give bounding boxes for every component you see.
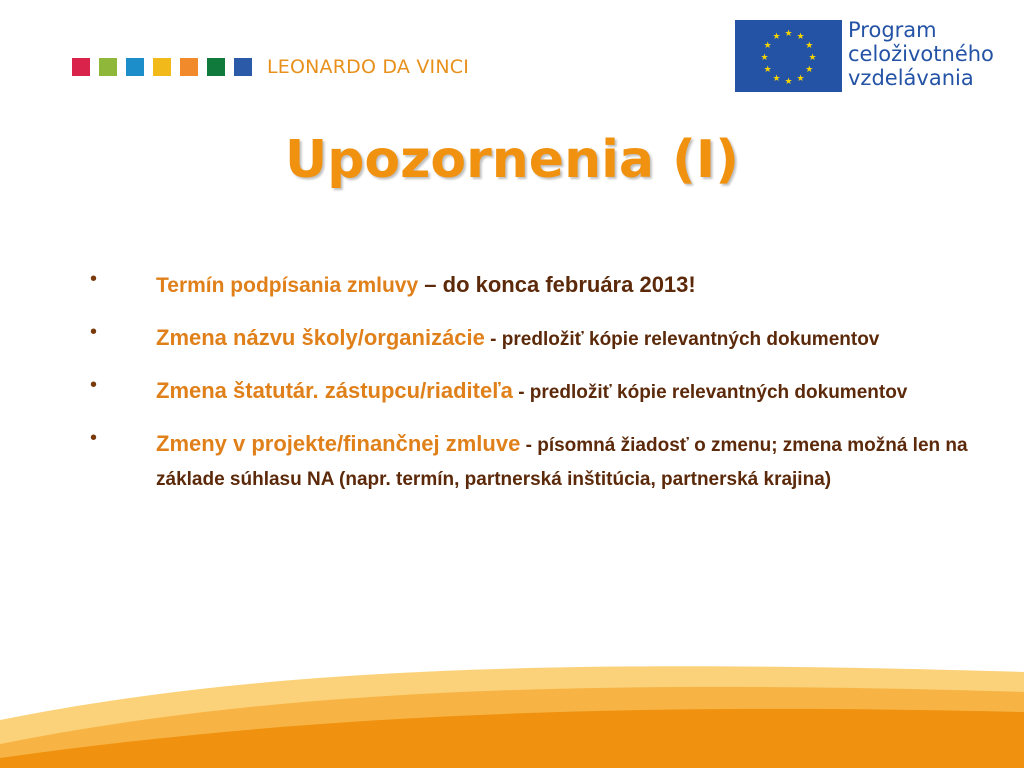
- svg-text:★: ★: [763, 65, 772, 75]
- bullet-marker: •: [90, 374, 98, 396]
- bullet-marker: •: [90, 427, 98, 449]
- brand-name: LEONARDO DA VINCI: [267, 56, 470, 78]
- list-item: [90, 268, 970, 304]
- brand-square-red: [72, 58, 90, 76]
- svg-text:★: ★: [805, 65, 814, 75]
- bullet-marker: •: [90, 268, 98, 290]
- eu-stars-icon: [735, 20, 842, 92]
- brand-square-green: [99, 58, 117, 76]
- list-item: [90, 374, 970, 410]
- svg-text:★: ★: [784, 29, 793, 39]
- list-item: [90, 321, 970, 357]
- bullet-list: [90, 268, 970, 514]
- list-item: [90, 427, 970, 497]
- svg-text:★: ★: [763, 41, 772, 51]
- brand-square-yellow: [153, 58, 171, 76]
- svg-text:★: ★: [760, 53, 769, 63]
- svg-text:★: ★: [772, 32, 781, 43]
- program-brand-bar: [72, 57, 469, 77]
- eu-program-line1: Program: [848, 18, 937, 42]
- svg-text:★: ★: [805, 41, 814, 51]
- eu-program-name: [848, 18, 1008, 90]
- eu-flag-icon: [735, 20, 842, 92]
- eu-program-line3: vzdelávania: [848, 66, 974, 90]
- svg-text:★: ★: [796, 32, 805, 43]
- slide-title: Upozornenia (I): [284, 130, 739, 190]
- eu-program-line2: celoživotného: [848, 42, 994, 66]
- bullet-lead: Zmena názvu školy/organizácie: [156, 325, 485, 350]
- svg-text:★: ★: [772, 73, 781, 84]
- bullet-rest: – do konca februára 2013!: [418, 272, 696, 297]
- bullet-rest: - predložiť kópie relevantných dokumentov: [484, 329, 880, 350]
- bullet-lead: Zmena štatutár. zástupcu/riaditeľa: [156, 378, 513, 403]
- bullet-lead: Termín podpísania zmluvy: [156, 274, 419, 297]
- bullet-lead: Zmeny v projekte/finančnej zmluve: [156, 431, 521, 456]
- svg-text:★: ★: [808, 53, 817, 63]
- svg-text:★: ★: [796, 73, 805, 84]
- bottom-wave-decoration: [0, 658, 1024, 768]
- brand-square-blue: [126, 58, 144, 76]
- svg-text:★: ★: [784, 77, 793, 87]
- brand-square-orange: [180, 58, 198, 76]
- eu-program-logo: [735, 18, 1005, 96]
- bullet-marker: •: [90, 321, 98, 343]
- bullet-rest: - písomná žiadosť o zmenu; zmena možná len na základe súhlasu NA (napr. termín, partnerská inštitúcia, partnerská krajina): [156, 435, 968, 490]
- brand-square-navy: [234, 58, 252, 76]
- bullet-rest: - predložiť kópie relevantných dokumentov: [512, 382, 908, 403]
- brand-square-darkgreen: [207, 58, 225, 76]
